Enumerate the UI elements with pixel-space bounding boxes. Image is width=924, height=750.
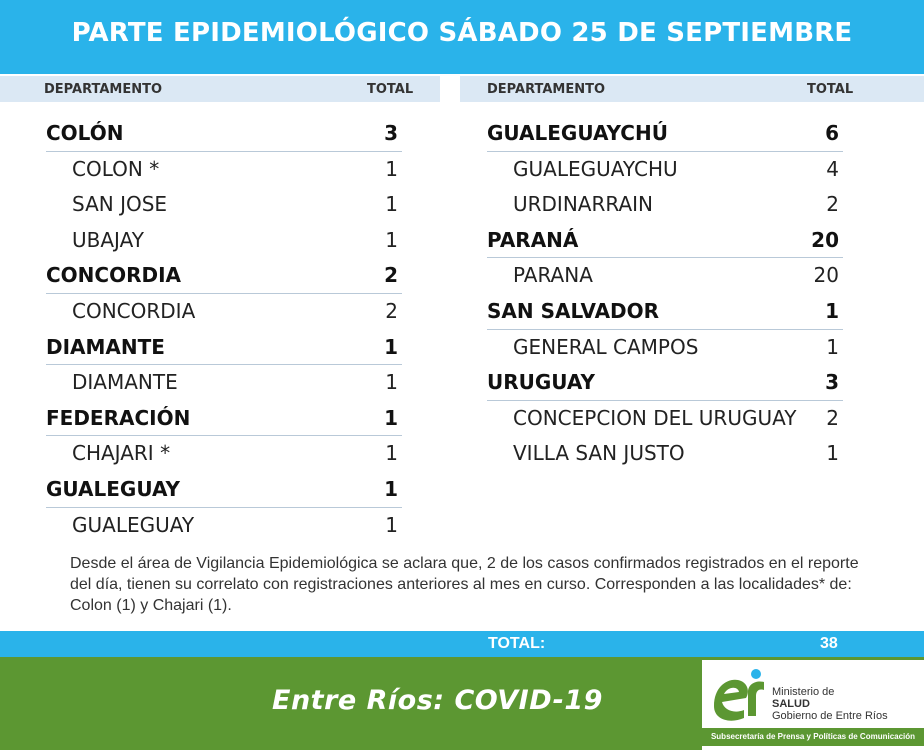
department-row — [487, 223, 843, 259]
locality-total: 1 — [385, 192, 398, 217]
logo-line2: SALUD — [772, 698, 810, 710]
locality-row — [46, 436, 402, 472]
locality-name: GUALEGUAYCHU — [513, 156, 678, 181]
department-name: CONCORDIA — [46, 263, 182, 288]
department-name: FEDERACIÓN — [46, 405, 191, 430]
department-total: 1 — [384, 476, 398, 501]
locality-row — [46, 365, 402, 401]
dept-header: DEPARTAMENTO — [44, 82, 163, 97]
locality-total: 2 — [826, 192, 839, 217]
left-column-header — [0, 76, 440, 102]
locality-total: 2 — [826, 405, 839, 430]
department-row — [46, 401, 402, 437]
locality-row — [487, 401, 843, 437]
er-logo-icon — [706, 666, 768, 724]
logo-text — [772, 686, 888, 722]
locality-total: 1 — [826, 441, 839, 466]
department-row — [46, 472, 402, 508]
department-name: SAN SALVADOR — [487, 298, 660, 323]
locality-total: 1 — [385, 512, 398, 537]
locality-name: VILLA SAN JUSTO — [513, 441, 685, 466]
locality-total: 4 — [826, 156, 839, 181]
department-name: GUALEGUAYCHÚ — [487, 121, 668, 145]
locality-name: GENERAL CAMPOS — [513, 334, 699, 359]
department-name: GUALEGUAY — [46, 476, 181, 501]
department-row — [46, 258, 402, 294]
locality-name: CONCEPCION DEL URUGUAY — [513, 405, 797, 430]
total-bar — [0, 631, 924, 657]
locality-row — [487, 258, 843, 294]
footer-title: Entre Ríos: COVID-19 — [272, 685, 603, 716]
department-total: 1 — [384, 334, 398, 359]
logo-line1: Ministerio de — [772, 686, 835, 698]
page-title: PARTE EPIDEMIOLÓGICO SÁBADO 25 DE SEPTIEMBRE — [71, 18, 853, 48]
total-label: TOTAL: — [488, 635, 546, 652]
title-banner — [0, 0, 924, 74]
total-value: 38 — [820, 635, 838, 652]
department-row — [487, 294, 843, 330]
locality-name: SAN JOSE — [72, 192, 168, 217]
locality-name: UBAJAY — [72, 227, 144, 252]
ministry-logo — [702, 660, 924, 750]
locality-row — [46, 294, 402, 330]
locality-name: DIAMANTE — [72, 370, 178, 395]
locality-row — [487, 152, 843, 188]
department-total: 20 — [811, 227, 839, 252]
locality-total: 1 — [385, 227, 398, 252]
department-total: 3 — [825, 370, 839, 395]
department-row — [46, 116, 402, 152]
department-row — [487, 365, 843, 401]
department-total: 6 — [825, 121, 839, 145]
locality-row — [487, 187, 843, 223]
left-table — [46, 116, 402, 543]
locality-row — [46, 508, 402, 544]
locality-row — [487, 330, 843, 366]
logo-line3: Gobierno de Entre Ríos — [772, 710, 888, 722]
clarification-note: Desde el área de Vigilancia Epidemiológica se aclara que, 2 de los casos confirmados registrados en el reporte del día, tienen su correlato con registraciones anteriores al mes en curso. Corresponden a las localidades* de: Colon (1) y Chajari (1). — [70, 555, 859, 614]
locality-total: 2 — [385, 298, 398, 323]
department-total: 3 — [384, 121, 398, 145]
department-name: DIAMANTE — [46, 334, 165, 359]
department-name: URUGUAY — [487, 370, 595, 395]
locality-row — [46, 223, 402, 259]
total-header: TOTAL — [367, 82, 414, 97]
locality-row — [46, 187, 402, 223]
department-name: COLÓN — [46, 121, 124, 145]
locality-row — [487, 436, 843, 472]
locality-name: COLON * — [72, 156, 160, 181]
locality-total: 1 — [385, 370, 398, 395]
locality-name: PARANA — [513, 263, 593, 288]
department-name: PARANÁ — [487, 227, 579, 252]
department-row — [46, 330, 402, 366]
locality-total: 20 — [813, 263, 839, 288]
locality-total: 1 — [385, 441, 398, 466]
dept-header: DEPARTAMENTO — [487, 82, 606, 97]
logo-subtitle: Subsecretaría de Prensa y Políticas de Comunicación — [702, 728, 924, 746]
locality-row — [46, 152, 402, 188]
locality-total: 1 — [826, 334, 839, 359]
locality-total: 1 — [385, 156, 398, 181]
department-total: 1 — [825, 298, 839, 323]
right-column-header — [460, 76, 924, 102]
total-header: TOTAL — [807, 82, 854, 97]
department-total: 1 — [384, 405, 398, 430]
department-total: 2 — [384, 263, 398, 288]
department-row — [487, 116, 843, 152]
locality-name: CHAJARI * — [72, 441, 171, 466]
locality-name: GUALEGUAY — [72, 512, 195, 537]
locality-name: CONCORDIA — [72, 298, 196, 323]
locality-name: URDINARRAIN — [513, 192, 653, 217]
right-table — [487, 116, 843, 472]
